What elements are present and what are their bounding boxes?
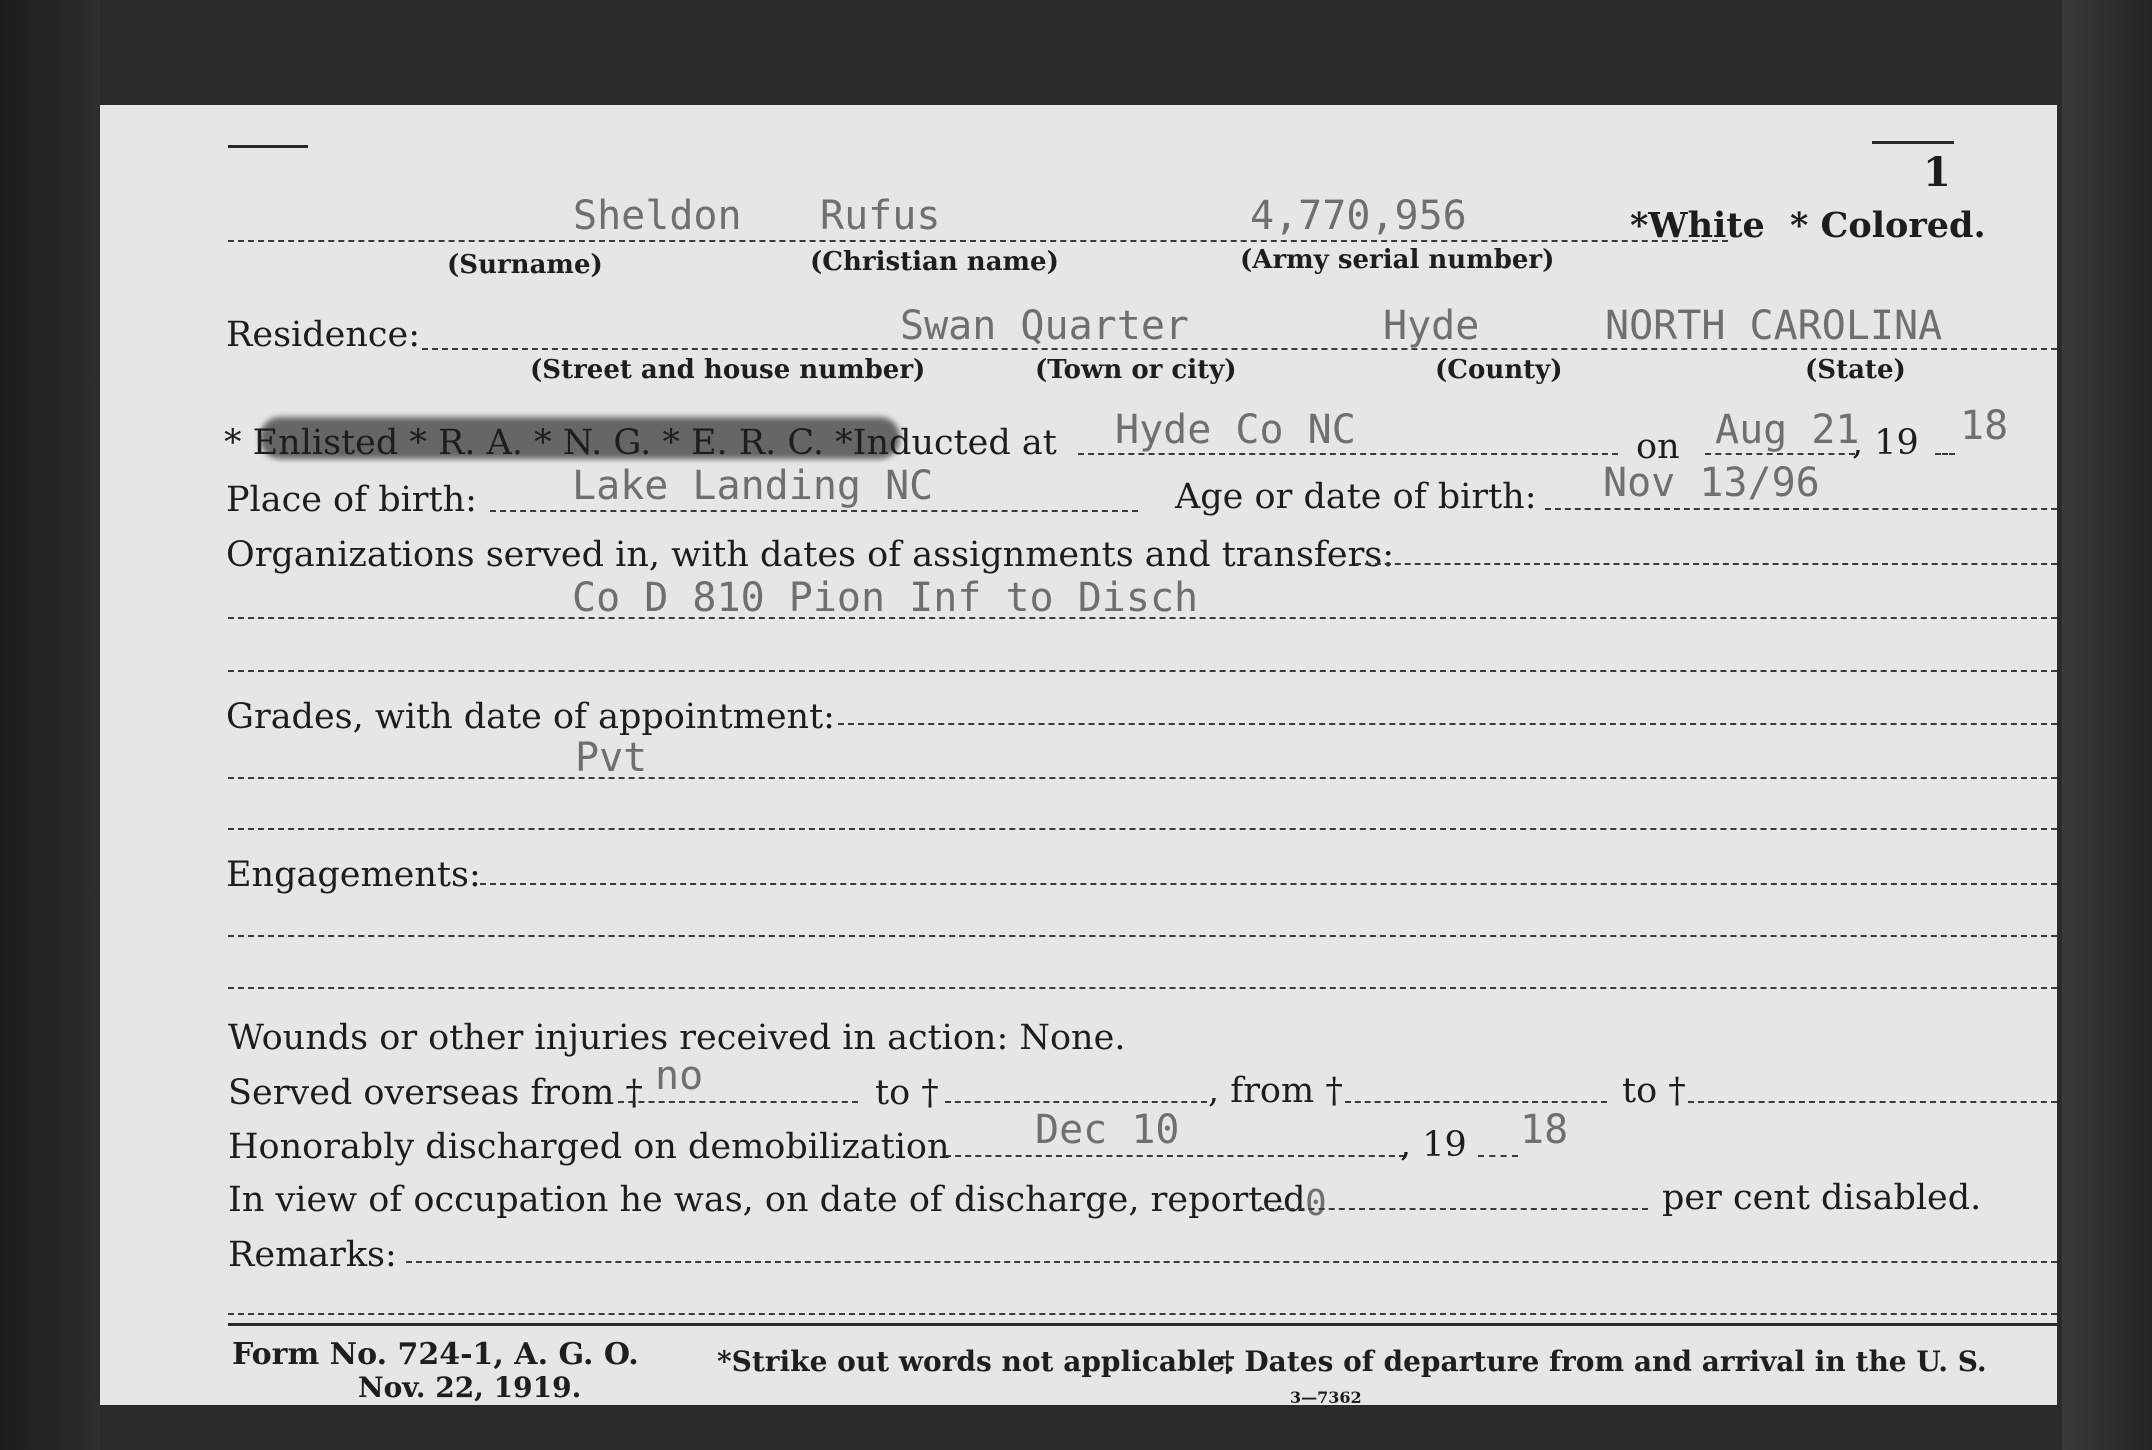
top-right-rule (1872, 141, 1954, 144)
christian-name-caption: (Christian name) (810, 247, 1059, 277)
street-caption: (Street and house number) (530, 355, 926, 385)
remarks-line-2 (228, 1313, 2057, 1315)
on-label: on (1636, 427, 1680, 467)
induction-date-line (1705, 453, 1855, 455)
place-of-birth-value: Lake Landing NC (572, 463, 934, 509)
top-left-rule (228, 145, 308, 148)
form-date: Nov. 22, 1919. (358, 1371, 582, 1404)
induction-year-value: 18 (1960, 403, 2009, 449)
remarks-label: Remarks: (228, 1235, 397, 1275)
discharge-year-value: 18 (1520, 1107, 1569, 1153)
footer-rule (228, 1323, 2057, 1326)
inducted-at-value: Hyde Co NC (1115, 407, 1356, 453)
overseas-to-2-label: to † (1622, 1071, 1686, 1111)
place-of-birth-line (490, 510, 1138, 512)
overseas-value: no (655, 1053, 704, 1099)
organizations-line-2 (228, 617, 2057, 619)
induction-year-prefix: , 19 (1852, 423, 1919, 463)
enlistment-type-label: * Enlisted * R. A. * N. G. * E. R. C. *Inducted at (224, 423, 1057, 463)
town-caption: (Town or city) (1035, 355, 1237, 385)
race-white-option: *White (1630, 205, 1765, 246)
surname-caption: (Surname) (447, 250, 603, 280)
grades-line-3 (228, 828, 2057, 830)
overseas-from-2-label: , from † (1208, 1071, 1343, 1111)
residence-line (422, 348, 2057, 350)
overseas-to-label: to † (875, 1073, 939, 1113)
discharge-year-prefix: , 19 (1400, 1125, 1467, 1165)
engagements-line-1 (480, 883, 2057, 885)
overseas-to-line (945, 1101, 1207, 1103)
grades-line-1 (838, 723, 2057, 725)
state-value: NORTH CAROLINA (1605, 303, 1943, 349)
scan-border-left (0, 0, 100, 1450)
discharge-date-line (945, 1155, 1405, 1157)
engagements-line-3 (228, 987, 2057, 989)
scan-border-right (2062, 0, 2152, 1450)
date-of-birth-value: Nov 13/96 (1603, 460, 1820, 506)
wounds-label: Wounds or other injuries received in action: None. (228, 1018, 1126, 1058)
grades-line-2 (228, 777, 2057, 779)
inducted-at-line (1078, 453, 1618, 455)
discharge-date-value: Dec 10 (1035, 1107, 1180, 1153)
organizations-line-1 (1355, 563, 2057, 565)
christian-name-value: Rufus (820, 193, 941, 239)
serial-number-value: 4,770,956 (1250, 193, 1467, 239)
engagements-label: Engagements: (226, 855, 481, 895)
overseas-from-line (618, 1101, 858, 1103)
occupation-label: In view of occupation he was, on date of discharge, reported (228, 1180, 1306, 1220)
engagements-line-2 (228, 935, 2057, 937)
print-code: 3—7362 (1290, 1388, 1362, 1405)
age-label: Age or date of birth: (1175, 477, 1537, 517)
overseas-to-2-line (1688, 1101, 2057, 1103)
grades-label: Grades, with date of appointment: (226, 697, 835, 737)
overseas-from-2-line (1345, 1101, 1607, 1103)
grade-value: Pvt (575, 735, 648, 781)
disabled-percent-value: 0 (1305, 1183, 1327, 1224)
strike-out-note: *Strike out words not applicable. (717, 1345, 1235, 1378)
card-number: 1 (1923, 149, 1951, 196)
surname-value: Sheldon (573, 193, 742, 239)
overseas-label: Served overseas from † (228, 1073, 643, 1113)
record-card (100, 105, 2057, 1405)
date-of-birth-line (1545, 508, 2057, 510)
dates-note: † Dates of departure from and arrival in the U. S. (1220, 1345, 1987, 1378)
race-colored-option: * Colored. (1790, 205, 1986, 246)
name-line (228, 240, 1728, 242)
residence-label: Residence: (226, 315, 420, 355)
remarks-line-1 (406, 1261, 2057, 1263)
county-value: Hyde (1383, 303, 1480, 349)
disabled-percent-line (1258, 1208, 1648, 1210)
induction-date-value: Aug 21 (1715, 407, 1860, 453)
county-caption: (County) (1435, 355, 1563, 385)
town-value: Swan Quarter (900, 303, 1189, 349)
place-of-birth-label: Place of birth: (226, 480, 477, 520)
organization-value: Co D 810 Pion Inf to Disch (572, 575, 1199, 621)
form-number: Form No. 724-1, A. G. O. (232, 1337, 639, 1372)
organizations-line-3 (228, 670, 2057, 672)
induction-year-line (1935, 453, 1955, 455)
discharged-label: Honorably discharged on demobilization (228, 1127, 950, 1167)
state-caption: (State) (1805, 355, 1906, 385)
organizations-label: Organizations served in, with dates of assignments and transfers: (226, 535, 1395, 575)
serial-number-caption: (Army serial number) (1240, 245, 1555, 275)
discharge-year-line (1478, 1155, 1518, 1157)
disabled-suffix: per cent disabled. (1662, 1178, 1982, 1218)
